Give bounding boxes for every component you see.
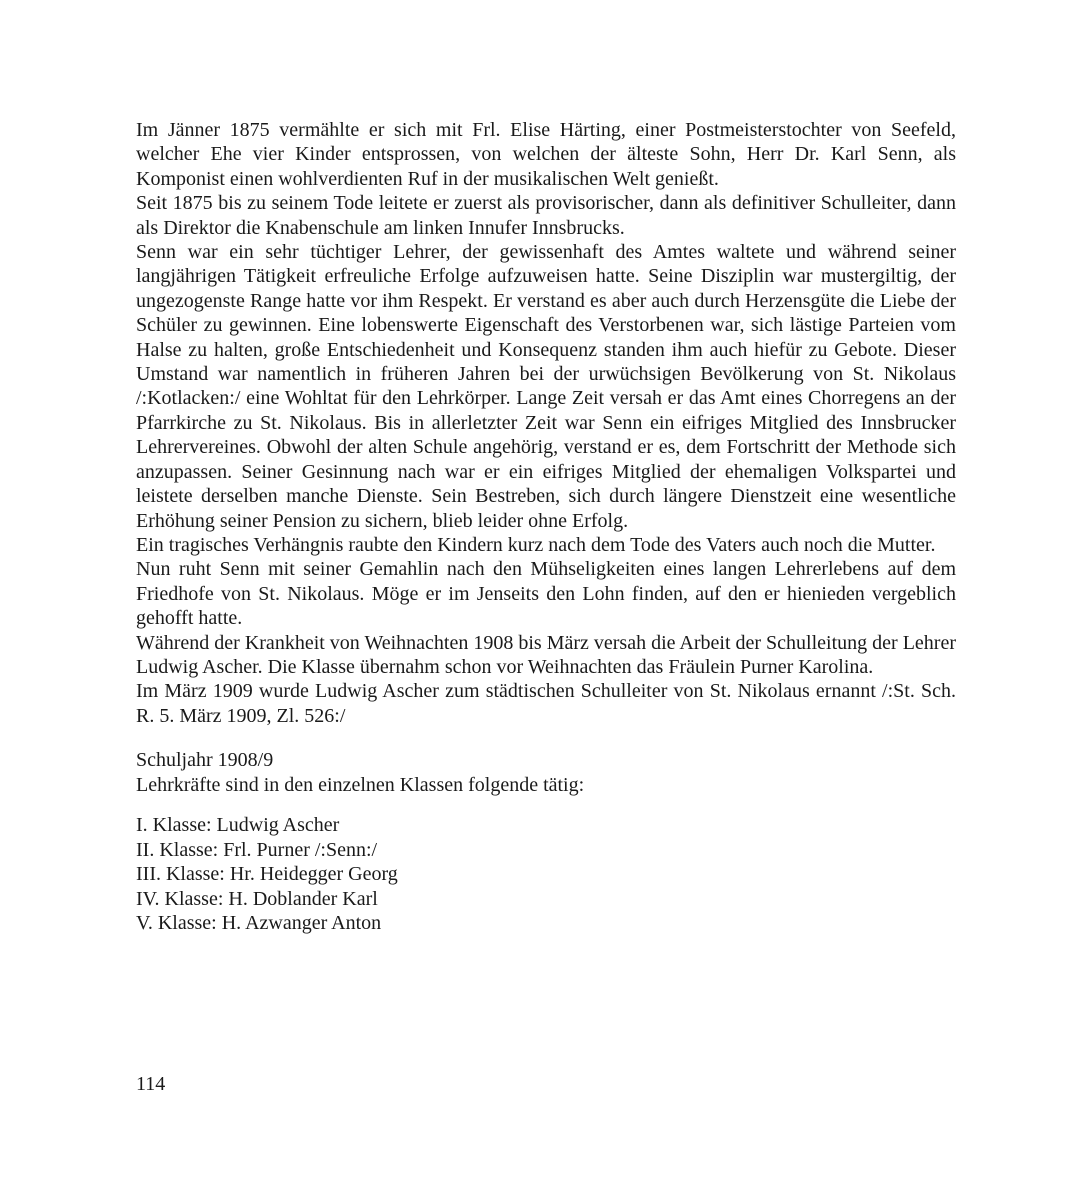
paragraph-teacher-character: Senn war ein sehr tüchtiger Lehrer, der gewissenhaft des Amtes waltete und während seiner langjährigen Tätigkeit erfreuliche Erfolge aufzuweisen hatte. Seine Disziplin war mustergiltig, der ungezogenste Range hatte vor ihm Respekt. Er verstand es aber auch durch Herzensgüte die Liebe der Schüler zu gewinnen. Eine lobenswerte Eigenschaft des Verstorbenen war, sich lästige Parteien vom Halse zu halten, große Entschiedenheit und Konsequenz standen ihm auch hiefür zu Gebote. Dieser Umstand war namentlich in früheren Jahren bei der urwüchsigen Bevölkerung von St. Nikolaus /:Kotlacken:/ eine Wohltat für den Lehrkörper. Lange Zeit versah er das Amt eines Chorregens an der Pfarrkirche zu St. Nikolaus. Bis in allerletzter Zeit war Senn ein eifriges Mitglied des Innsbrucker Lehrervereines. Obwohl der alten Schule angehörig, verstand er es, dem Fortschritt der Methode sich anzupassen. Seiner Gesinnung nach war er ein eifriges Mitglied der ehemaligen Volkspartei und leistete derselben manche Dienste. Sein Bestreben, sich durch längere Dienstzeit eine wesentliche Erhöhung seiner Pension zu sichern, blieb leider ohne Erfolg. <box>136 241 956 532</box>
paragraph-mother-death: Ein tragisches Verhängnis raubte den Kindern kurz nach dem Tode des Vaters auch noch die Mutter. <box>136 533 936 556</box>
class-teacher-item: I. Klasse: Ludwig Ascher <box>136 813 340 836</box>
paragraph-marriage: Im Jänner 1875 vermählte er sich mit Frl. Elise Härting, einer Postmeisterstochter von Seefeld, welcher Ehe vier Kinder entsprossen, von welchen der älteste Sohn, Herr Dr. Karl Senn, als Komponist einen wohlverdienten Ruf in der musikalischen Welt genießt. <box>136 119 956 190</box>
staff-intro: Lehrkräfte sind in den einzelnen Klassen folgende tätig: <box>136 773 585 796</box>
class-teacher-item: II. Klasse: Frl. Purner /:Senn:/ <box>136 838 378 861</box>
paragraph-interim-leadership: Während der Krankheit von Weihnachten 1908 bis März versah die Arbeit der Schulleitung der Lehrer Ludwig Ascher. Die Klasse übernahm schon vor Weihnachten das Fräulein Purner Karolina. <box>136 631 956 678</box>
class-teacher-item: V. Klasse: H. Azwanger Anton <box>136 912 382 935</box>
page-body <box>136 118 956 936</box>
class-teacher-list <box>136 813 956 936</box>
paragraph-appointment: Im März 1909 wurde Ludwig Ascher zum städtischen Schulleiter von St. Nikolaus ernannt /:St. Sch. R. 5. März 1909, Zl. 526:/ <box>136 680 956 727</box>
paragraph-school-leadership: Seit 1875 bis zu seinem Tode leitete er zuerst als provisorischer, dann als definitiver Schulleiter, dann als Direktor die Knabenschule am linken Innufer Innsbrucks. <box>136 192 956 239</box>
school-year-heading: Schuljahr 1908/9 <box>136 749 274 772</box>
page-number: 114 <box>136 1073 166 1095</box>
class-teacher-item: III. Klasse: Hr. Heidegger Georg <box>136 863 398 886</box>
paragraph-resting-place: Nun ruht Senn mit seiner Gemahlin nach den Mühseligkeiten eines langen Lehrerlebens auf dem Friedhofe von St. Nikolaus. Möge er im Jenseits den Lohn finden, auf den er hienieden vergeblich gehofft hatte. <box>136 558 956 630</box>
class-teacher-item: IV. Klasse: H. Doblander Karl <box>136 887 378 910</box>
